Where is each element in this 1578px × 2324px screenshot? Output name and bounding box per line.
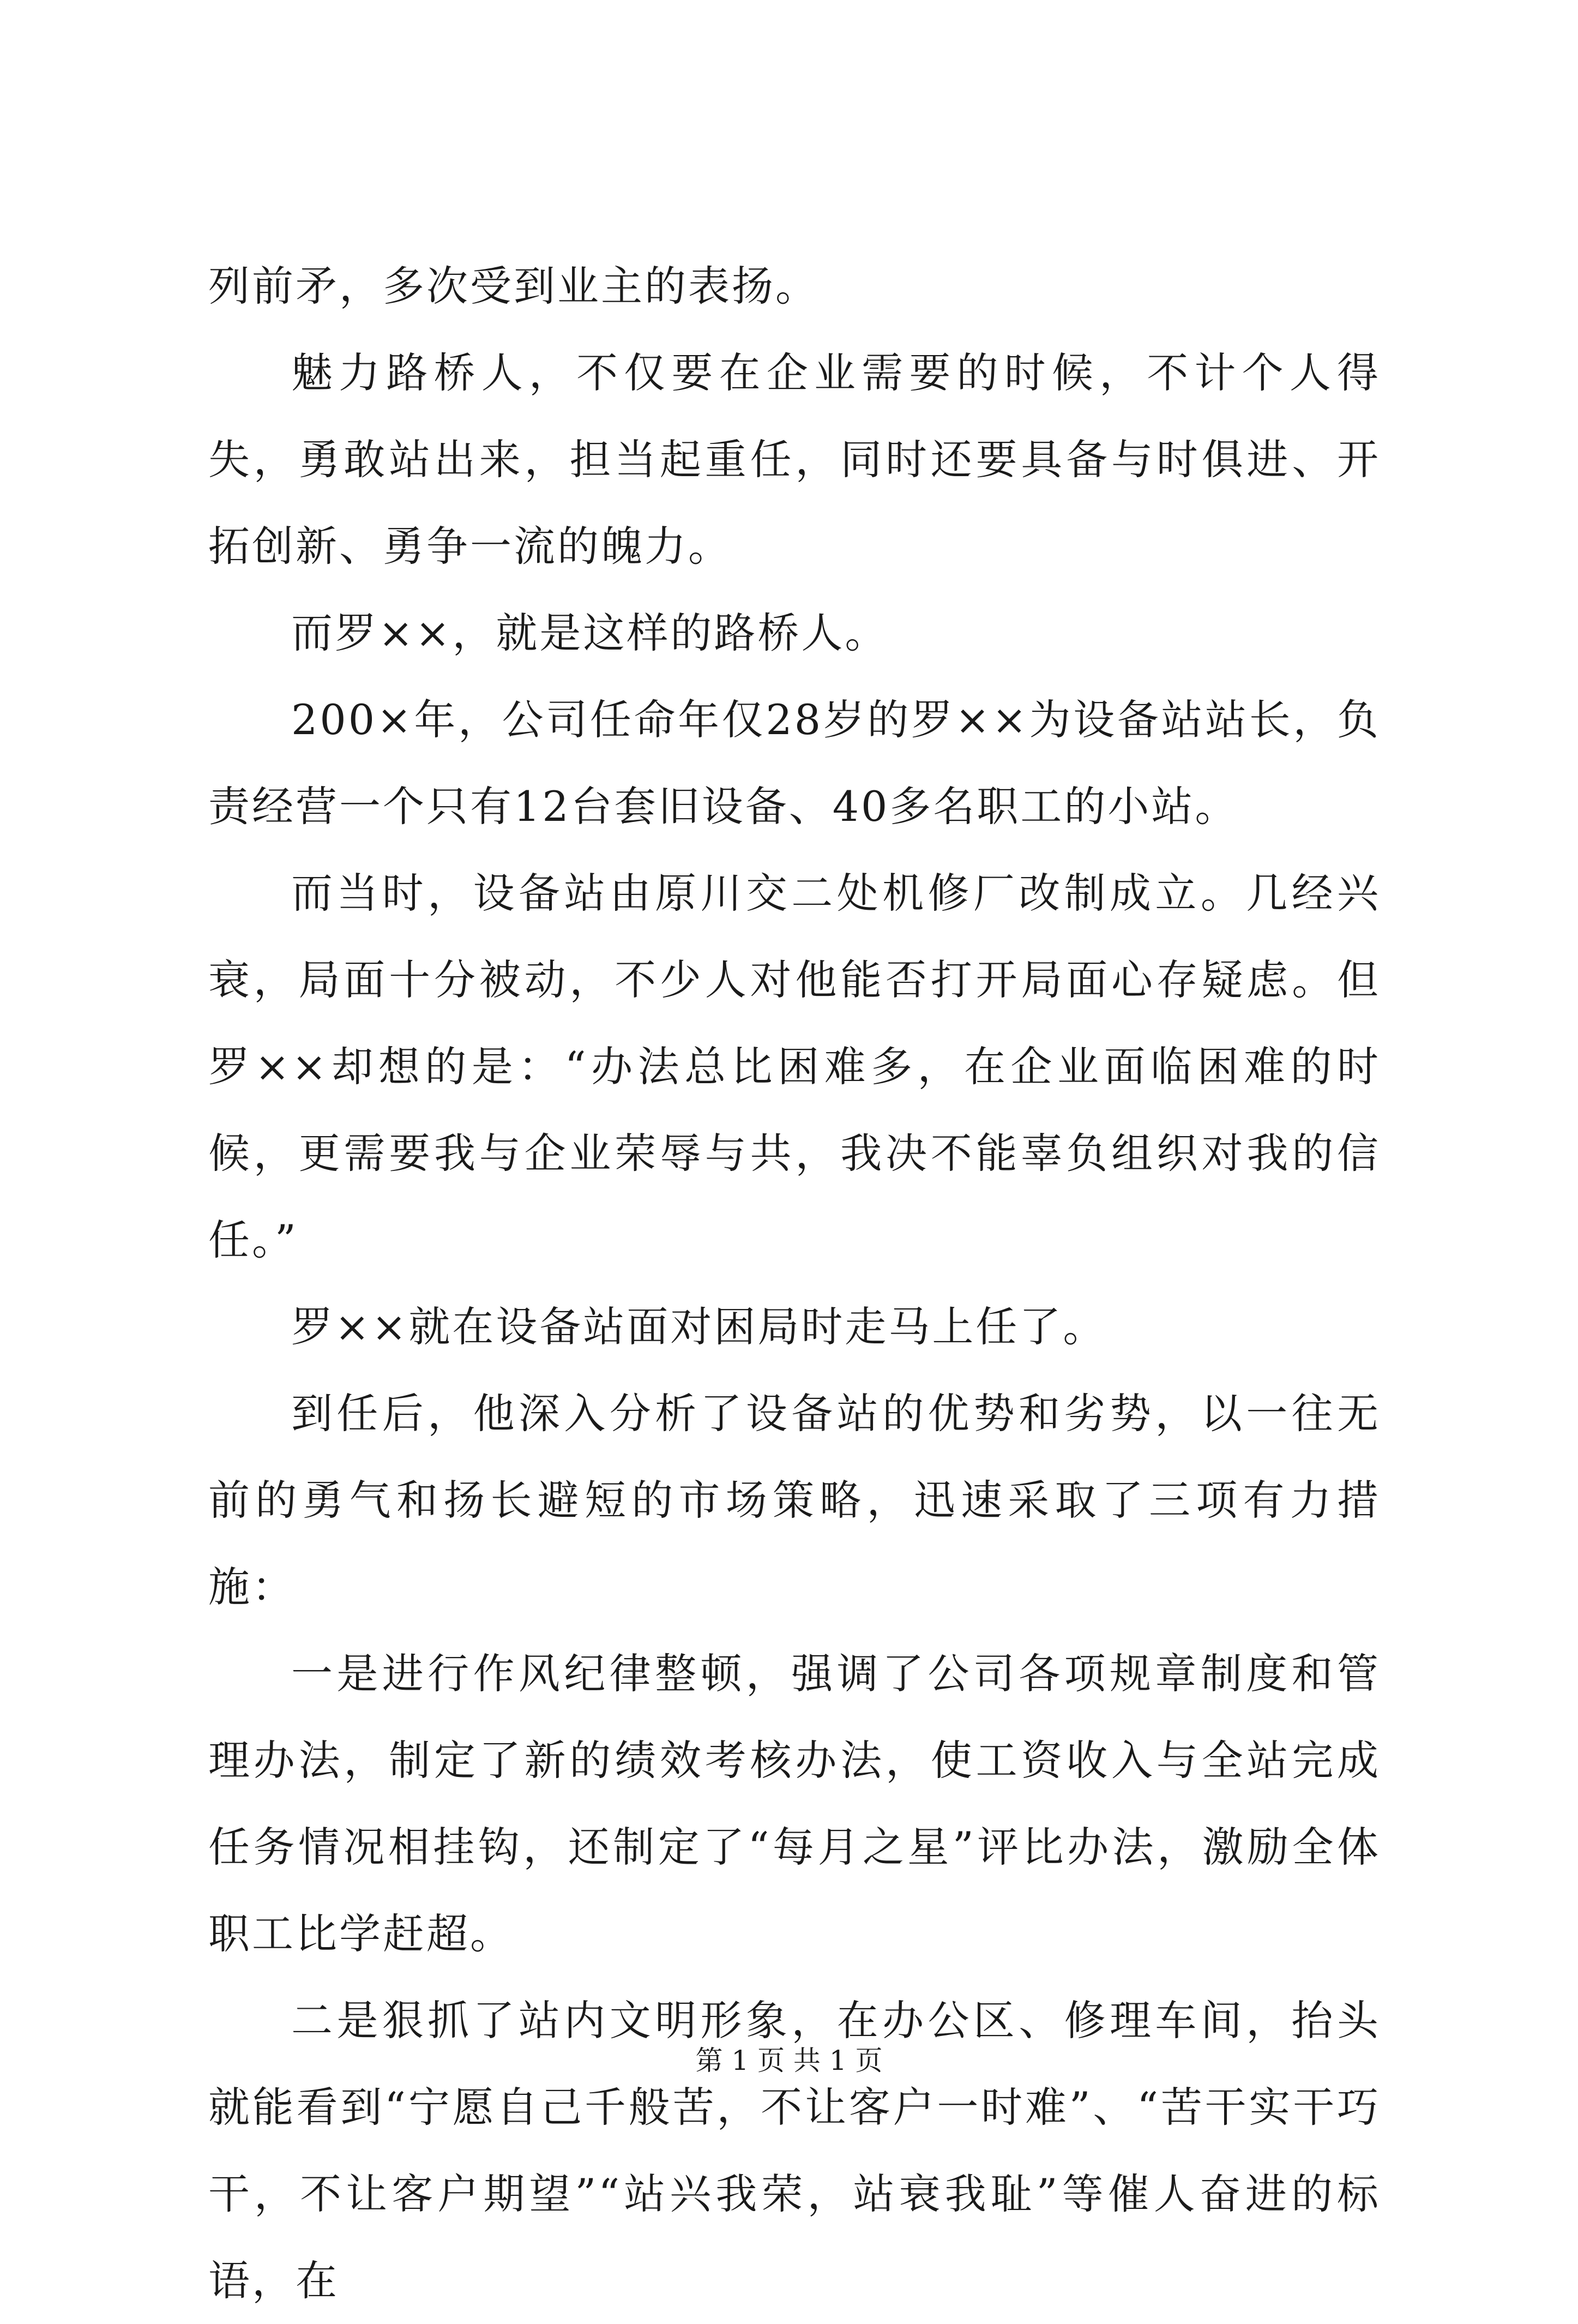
document-body (208, 243, 1381, 2324)
page-number-label: 第 1 页 共 1 页 (695, 2045, 883, 2076)
paragraph-4: 200×年，公司任命年仅28岁的罗××为设备站站长，负责经营一个只有12台套旧设备、40多名职工的小站。 (208, 695, 1381, 831)
paragraph-9: 二是狠抓了站内文明形象，在办公区、修理车间，抬头就能看到“宁愿自己千般苦，不让客户一时难”、“苦干实干巧干，不让客户期望”“站兴我荣，站衰我耻”等催人奋进的标语，在 (208, 1996, 1381, 2305)
paragraph-6: 罗××就在设备站面对困局时走马上任了。 (291, 1302, 1107, 1351)
paragraph-3: 而罗××，就是这样的路桥人。 (291, 609, 889, 657)
paragraph-5: 而当时，设备站由原川交二处机修厂改制成立。几经兴衰，局面十分被动，不少人对他能否打开局面心存疑虑。但罗××却想的是：“办法总比困难多，在企业面临困难的时候，更需要我与企业荣辱与共，我决不能辜负组织对我的信任。” (208, 869, 1381, 1264)
paragraph-8: 一是进行作风纪律整顿，强调了公司各项规章制度和管理办法，制定了新的绩效考核办法，使工资收入与全站完成任务情况相挂钩，还制定了“每月之星”评比办法，激励全体职工比学赶超。 (208, 1649, 1381, 1958)
paragraph-1: 列前矛，多次受到业主的表扬。 (208, 262, 819, 310)
paragraph-2: 魅力路桥人，不仅要在企业需要的时候，不计个人得失，勇敢站出来，担当起重任，同时还要具备与时俱进、开拓创新、勇争一流的魄力。 (208, 349, 1381, 571)
page-footer (0, 2044, 1578, 2077)
paragraph-7: 到任后，他深入分析了设备站的优势和劣势，以一往无前的勇气和扬长避短的市场策略，迅速采取了三项有力措施： (208, 1389, 1381, 1611)
